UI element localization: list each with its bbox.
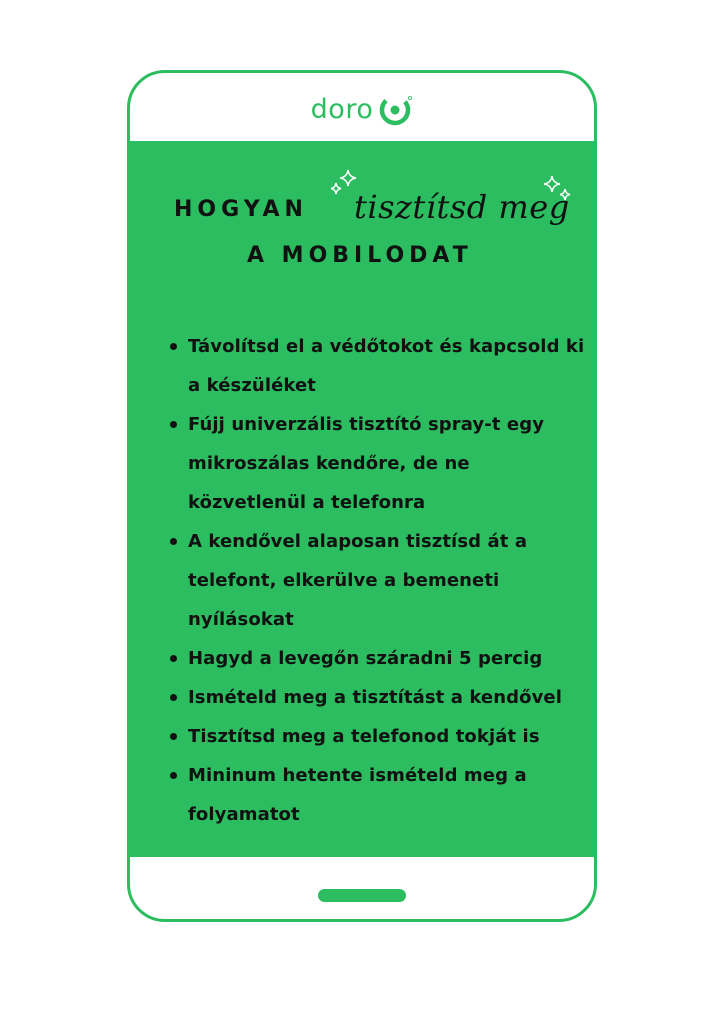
- list-item-text: Ismételd meg a tisztítást a kendővel: [188, 687, 562, 708]
- list-item-text: Tisztítsd meg a telefonod tokját is: [188, 726, 540, 747]
- cleaning-steps-list: [166, 327, 586, 834]
- list-item-text: Távolítsd el a védőtokot és kapcsold ki a készüléket: [188, 336, 585, 396]
- list-item: [166, 405, 586, 522]
- list-item: [166, 717, 586, 756]
- title-script: tisztítsd meg: [354, 188, 570, 226]
- bullet-icon: [170, 655, 177, 662]
- list-item: [166, 756, 586, 834]
- phone-frame: [127, 70, 597, 922]
- brand-logo: [130, 89, 594, 129]
- list-item: [166, 327, 586, 405]
- brand-name: doro: [310, 93, 374, 125]
- list-item: [166, 678, 586, 717]
- bullet-icon: [170, 421, 177, 428]
- list-item-text: Mininum hetente ismételd meg a folyamatot: [188, 765, 527, 825]
- bullet-icon: [170, 733, 177, 740]
- title-line-2: A MOBILODAT: [247, 243, 473, 268]
- list-item-text: Hagyd a levegőn száradni 5 percig: [188, 648, 543, 669]
- list-item-text: A kendővel alaposan tisztísd át a telefont, elkerülve a bemeneti nyílásokat: [188, 531, 528, 630]
- bullet-icon: [170, 694, 177, 701]
- bullet-icon: [170, 772, 177, 779]
- list-item-text: Fújj univerzális tisztító spray-t egy mikroszálas kendőre, de ne közvetlenül a telefonra: [188, 414, 545, 513]
- list-item: [166, 522, 586, 639]
- list-item: [166, 639, 586, 678]
- bullet-icon: [170, 538, 177, 545]
- bullet-icon: [170, 343, 177, 350]
- doro-logo-icon: [379, 92, 413, 126]
- title-line-1: HOGYAN: [174, 197, 308, 222]
- home-indicator: [318, 889, 406, 902]
